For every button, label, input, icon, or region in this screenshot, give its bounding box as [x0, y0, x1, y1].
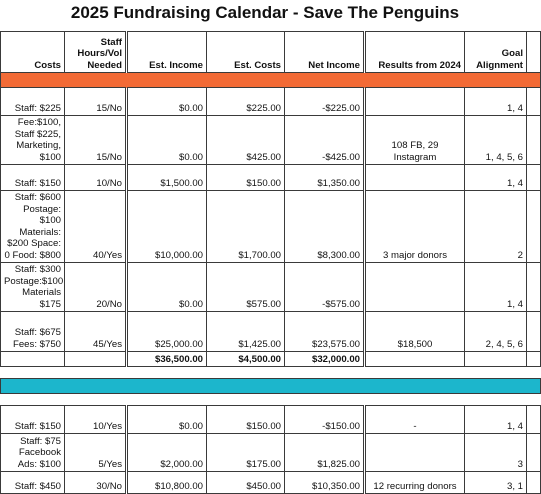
total-blank — [1, 352, 65, 367]
section1-row — [1, 165, 541, 191]
cell-costs[interactable]: Staff: $150 — [1, 406, 65, 434]
cell-est-income[interactable]: $2,000.00 — [127, 434, 207, 472]
cell-results[interactable] — [365, 88, 465, 116]
cell-results[interactable] — [365, 165, 465, 191]
cell-est-income[interactable]: $0.00 — [127, 116, 207, 165]
total-blank — [465, 352, 527, 367]
section1-row — [1, 116, 541, 165]
header-est-costs: Est. Costs — [207, 32, 285, 73]
cell-net-income[interactable]: -$225.00 — [285, 88, 365, 116]
header-results-2024: Results from 2024 — [365, 32, 465, 73]
section-band-orange-fill — [1, 73, 541, 88]
section-band-teal — [1, 379, 541, 394]
section1-row — [1, 88, 541, 116]
cell-staff[interactable]: 15/No — [65, 88, 127, 116]
cell-est-income[interactable]: $0.00 — [127, 263, 207, 312]
cell-staff[interactable]: 30/No — [65, 472, 127, 494]
cell-results[interactable]: $18,500 — [365, 312, 465, 352]
cell-staff[interactable]: 10/Yes — [65, 406, 127, 434]
cell-extra[interactable] — [527, 312, 541, 352]
section1-row — [1, 312, 541, 352]
header-net-income: Net Income — [285, 32, 365, 73]
cell-est-income[interactable]: $0.00 — [127, 406, 207, 434]
cell-extra[interactable] — [527, 406, 541, 434]
cell-net-income[interactable]: $23,575.00 — [285, 312, 365, 352]
total-blank — [365, 352, 465, 367]
section1-row — [1, 263, 541, 312]
cell-est-income[interactable]: $1,500.00 — [127, 165, 207, 191]
cell-est-costs[interactable]: $450.00 — [207, 472, 285, 494]
cell-est-income[interactable]: $10,800.00 — [127, 472, 207, 494]
cell-staff[interactable]: 45/Yes — [65, 312, 127, 352]
cell-staff[interactable]: 10/No — [65, 165, 127, 191]
cell-goal[interactable]: 1, 4, 5, 6 — [465, 116, 527, 165]
page-title: 2025 Fundraising Calendar - Save The Penguins — [70, 3, 460, 22]
cell-costs[interactable]: Staff: $300 Postage:$100 Materials $175 — [1, 263, 65, 312]
section-gap-2 — [1, 394, 541, 406]
total-est-costs: $4,500.00 — [207, 352, 285, 367]
cell-net-income[interactable]: $1,825.00 — [285, 434, 365, 472]
cell-est-income[interactable]: $25,000.00 — [127, 312, 207, 352]
cell-est-costs[interactable]: $150.00 — [207, 406, 285, 434]
total-blank — [527, 352, 541, 367]
cell-goal[interactable]: 3 — [465, 434, 527, 472]
cell-extra[interactable] — [527, 434, 541, 472]
cell-extra[interactable] — [527, 88, 541, 116]
cell-est-costs[interactable]: $225.00 — [207, 88, 285, 116]
cell-est-costs[interactable]: $575.00 — [207, 263, 285, 312]
cell-net-income[interactable]: -$425.00 — [285, 116, 365, 165]
section1-row — [1, 191, 541, 263]
cell-results[interactable]: 3 major donors — [365, 191, 465, 263]
cell-est-costs[interactable]: $425.00 — [207, 116, 285, 165]
cell-costs[interactable]: Staff: $675 Fees: $750 — [1, 312, 65, 352]
section-band-orange — [1, 73, 541, 88]
cell-net-income[interactable]: $10,350.00 — [285, 472, 365, 494]
cell-costs[interactable]: Staff: $600 Postage: $100 Materials: $200 Space: 0 Food: $800 — [1, 191, 65, 263]
cell-est-income[interactable]: $0.00 — [127, 88, 207, 116]
cell-goal[interactable]: 1, 4 — [465, 263, 527, 312]
spreadsheet-grid[interactable] — [0, 31, 530, 492]
cell-net-income[interactable]: -$575.00 — [285, 263, 365, 312]
cell-results[interactable] — [365, 263, 465, 312]
cell-costs[interactable]: Staff: $450 — [1, 472, 65, 494]
cell-staff[interactable]: 40/Yes — [65, 191, 127, 263]
total-net-income: $32,000.00 — [285, 352, 365, 367]
cell-extra[interactable] — [527, 165, 541, 191]
totals-row — [1, 352, 541, 367]
cell-costs[interactable]: Staff: $225 — [1, 88, 65, 116]
cell-staff[interactable]: 20/No — [65, 263, 127, 312]
cell-extra[interactable] — [527, 263, 541, 312]
cell-est-costs[interactable]: $1,700.00 — [207, 191, 285, 263]
header-est-income: Est. Income — [127, 32, 207, 73]
cell-goal[interactable]: 2, 4, 5, 6 — [465, 312, 527, 352]
cell-goal[interactable]: 1, 4 — [465, 165, 527, 191]
cell-goal[interactable]: 1, 4 — [465, 406, 527, 434]
total-blank — [65, 352, 127, 367]
header-costs: Costs — [1, 32, 65, 73]
cell-net-income[interactable]: $1,350.00 — [285, 165, 365, 191]
header-staff-hours: Staff Hours/Vol Needed — [65, 32, 127, 73]
cell-goal[interactable]: 2 — [465, 191, 527, 263]
section2-row — [1, 406, 541, 434]
cell-net-income[interactable]: $8,300.00 — [285, 191, 365, 263]
cell-costs[interactable]: Fee:$100, Staff $225, Marketing, $100 — [1, 116, 65, 165]
cell-results[interactable]: - — [365, 406, 465, 434]
cell-est-costs[interactable]: $175.00 — [207, 434, 285, 472]
header-extra — [527, 32, 541, 73]
cell-extra[interactable] — [527, 116, 541, 165]
cell-est-costs[interactable]: $150.00 — [207, 165, 285, 191]
cell-staff[interactable]: 5/Yes — [65, 434, 127, 472]
cell-results[interactable] — [365, 434, 465, 472]
cell-est-income[interactable]: $10,000.00 — [127, 191, 207, 263]
header-row — [1, 32, 541, 73]
section-band-teal-fill — [1, 379, 541, 394]
total-est-income: $36,500.00 — [127, 352, 207, 367]
cell-net-income[interactable]: -$150.00 — [285, 406, 365, 434]
section2-row — [1, 472, 541, 494]
fundraising-table — [0, 31, 541, 494]
cell-est-costs[interactable]: $1,425.00 — [207, 312, 285, 352]
cell-results[interactable]: 108 FB, 29 Instagram — [365, 116, 465, 165]
cell-goal[interactable]: 1, 4 — [465, 88, 527, 116]
cell-extra[interactable] — [527, 191, 541, 263]
section-gap — [1, 367, 541, 379]
cell-costs[interactable]: Staff: $150 — [1, 165, 65, 191]
header-goal-alignment: Goal Alignment — [465, 32, 527, 73]
cell-goal[interactable]: 3, 1 — [465, 472, 527, 494]
cell-staff[interactable]: 15/No — [65, 116, 127, 165]
cell-results[interactable]: 12 recurring donors — [365, 472, 465, 494]
section2-row — [1, 434, 541, 472]
cell-extra[interactable] — [527, 472, 541, 494]
cell-costs[interactable]: Staff: $75 Facebook Ads: $100 — [1, 434, 65, 472]
